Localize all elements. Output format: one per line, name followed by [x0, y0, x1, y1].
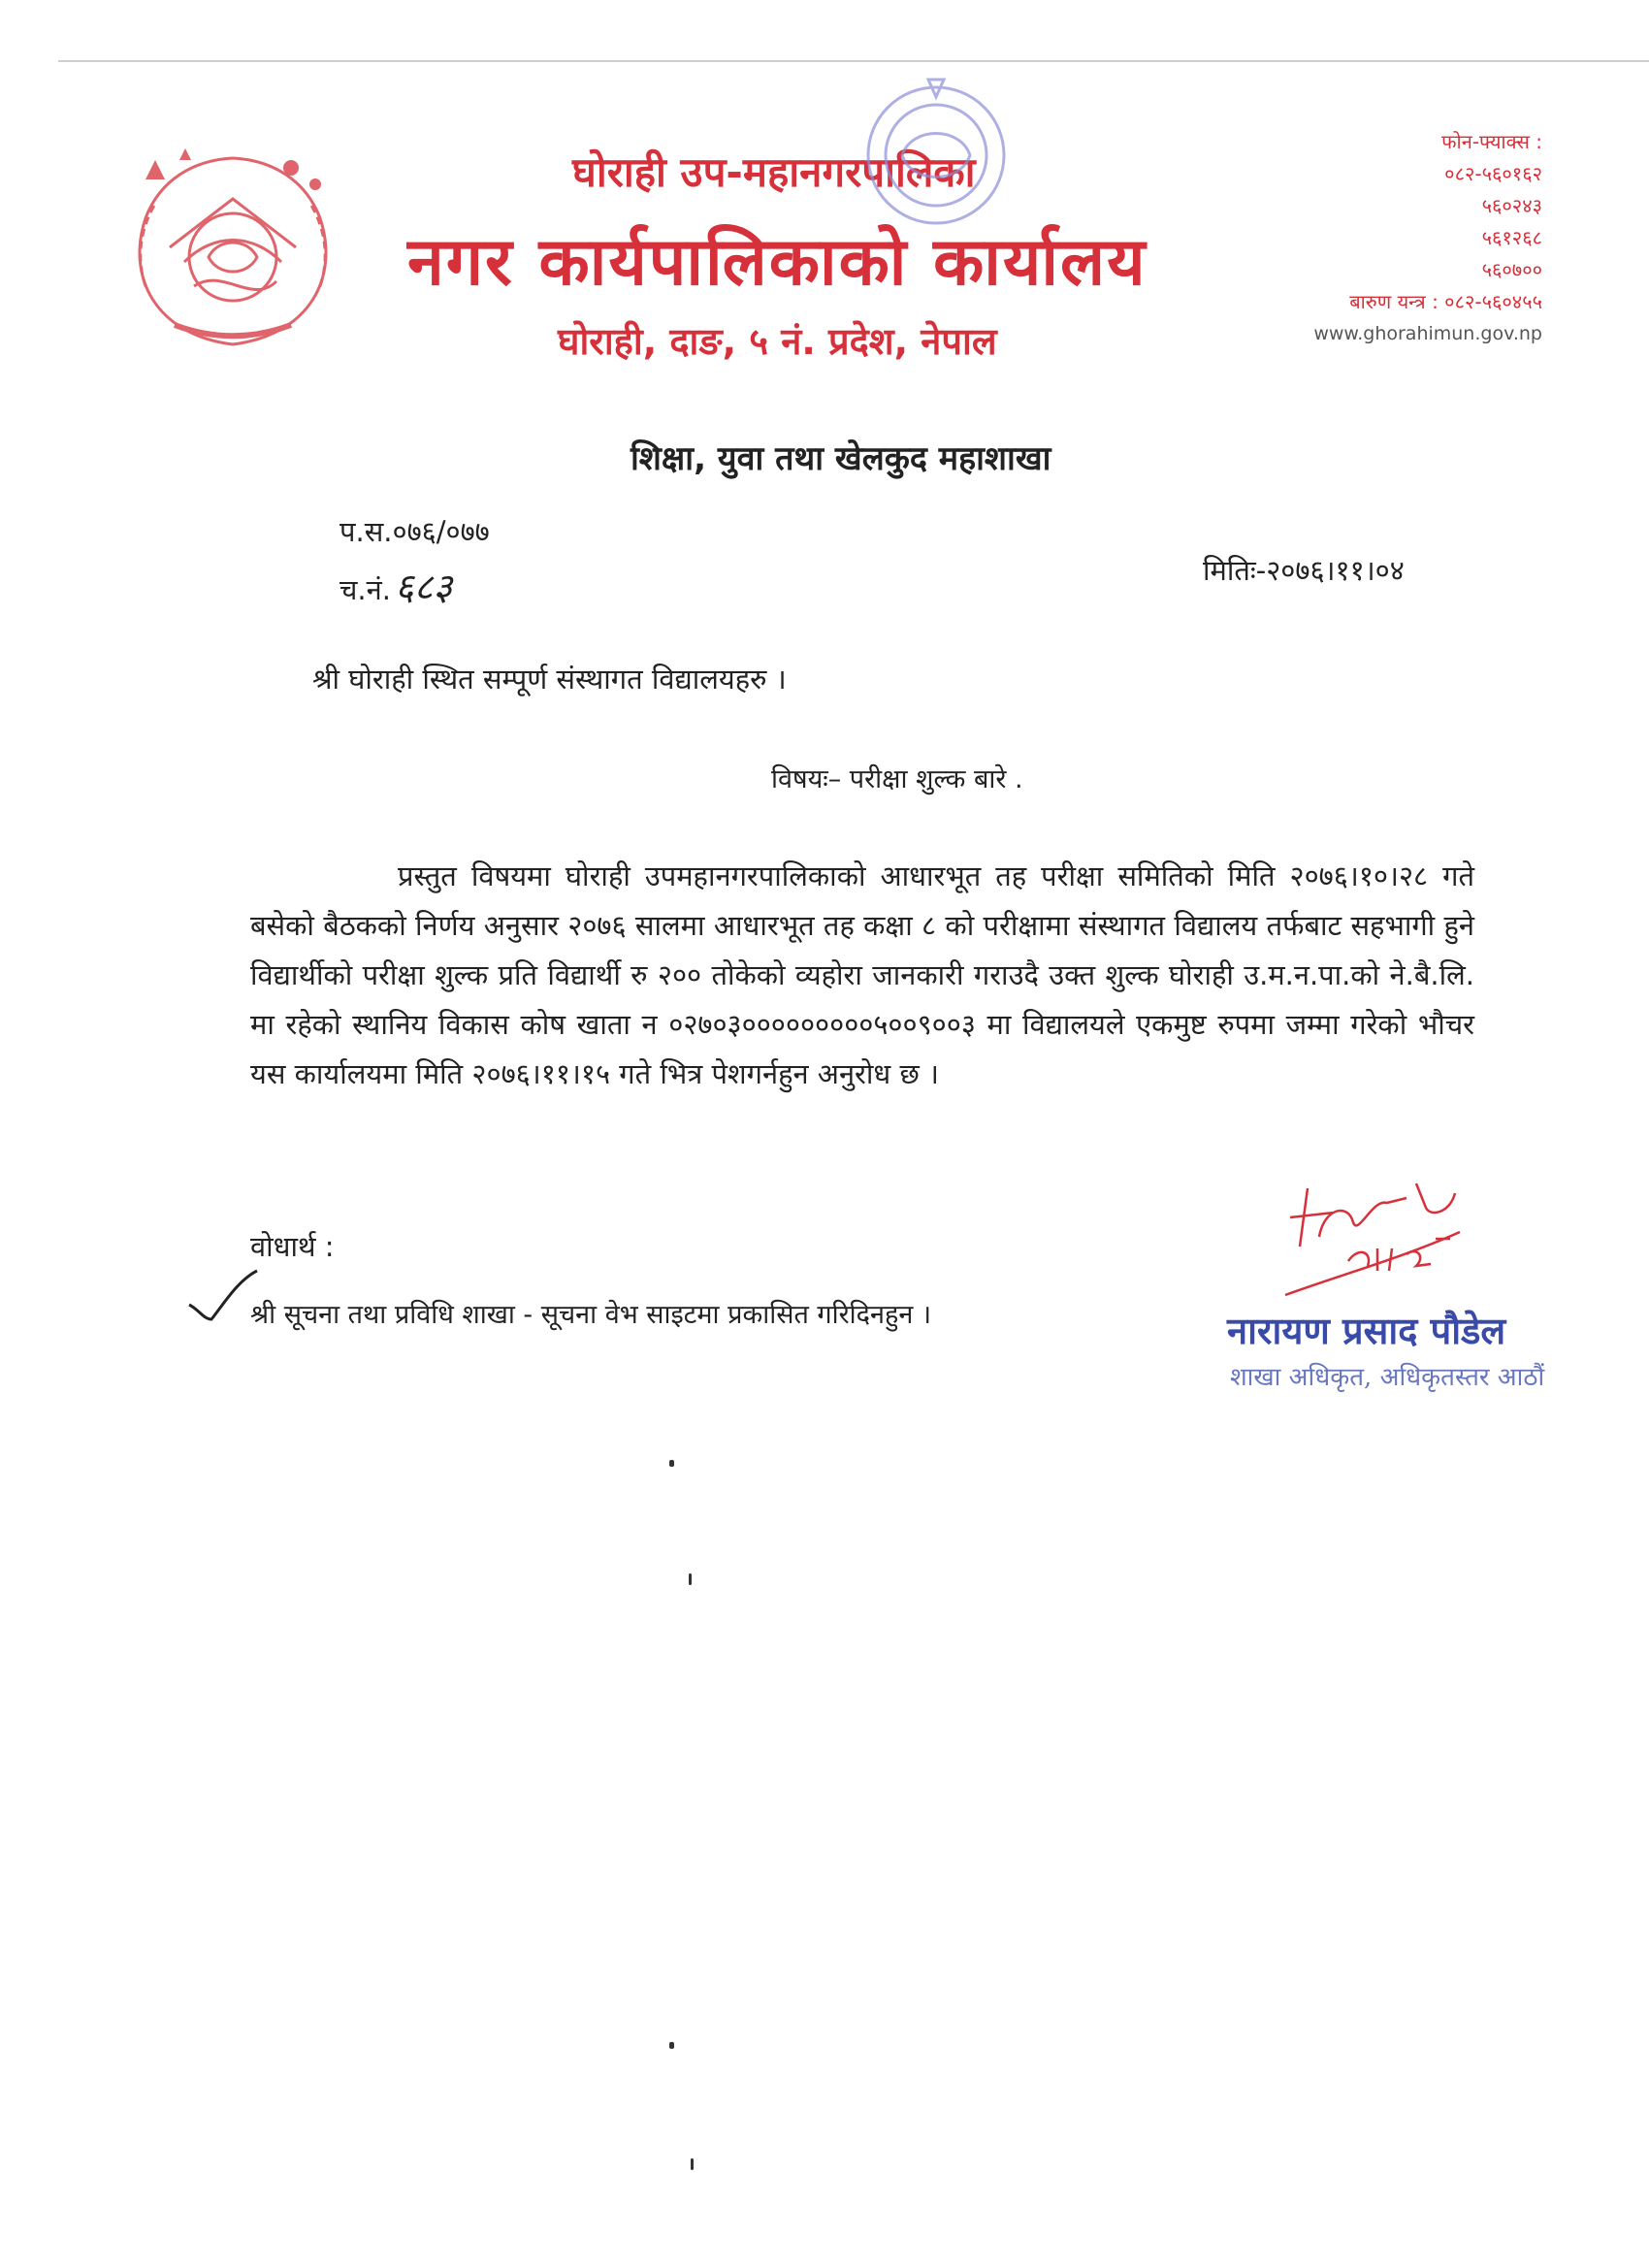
- signatory-name: नारायण प्रसाद पौडेल: [1227, 1309, 1506, 1352]
- municipality-name: घोराही उप-महानगरपालिका: [572, 148, 976, 196]
- office-seal-stamp: [854, 68, 1018, 238]
- office-address: घोराही, दाङ, ५ नं. प्रदेश, नेपाल: [558, 320, 997, 363]
- scan-speck: [669, 1460, 674, 1467]
- phone-number: ५६१२६८: [1481, 226, 1542, 249]
- office-name: नगर कार्यपालिकाको कार्यालय: [407, 224, 1148, 301]
- fire-brigade-number: बारुण यन्त्र : ०८२-५६०४५५: [1349, 290, 1542, 313]
- nepal-emblem-icon: [116, 141, 349, 359]
- letter-body: [250, 852, 1474, 1099]
- scan-speck: [689, 1573, 692, 1585]
- subject-line: विषयः– परीक्षा शुल्क बारे .: [771, 764, 1023, 794]
- cc-label: वोधार्थ :: [250, 1230, 335, 1263]
- website-link[interactable]: www.ghorahimun.gov.np: [1313, 323, 1542, 344]
- phone-number: ५६०७००: [1481, 258, 1542, 281]
- scan-speck: [669, 2042, 674, 2049]
- scan-speck: [691, 2158, 694, 2170]
- signatory-title: शाखा अधिकृत, अधिकृतस्तर आठौं: [1230, 1363, 1545, 1392]
- fiscal-year: प.स.०७६/०७७: [340, 515, 490, 548]
- contact-block: [1313, 126, 1542, 350]
- body-paragraph: प्रस्तुत विषयमा घोराही उपमहानगरपालिकाको आधारभूत तह परीक्षा समितिको मिति २०७६।१०।२८ गते बसेको बैठकको निर्णय अनुसार २०७६ सालमा आधारभूत तह कक्षा ८ को परीक्षामा संस्थागत विद्यालय तर्फबाट सहभागी हुने विद्यार्थीको परीक्षा शुल्क प्रति विद्यार्थी रु २०० तोकेको व्यहोरा जानकारी गराउदै उक्त शुल्क घोराही उ.म.न.पा.को ने.बै.लि. मा रहेको स्थानिय विकास कोष खाता न ०२७०३०००००००००५००९००३ मा विद्यालयले एकमुष्ट रुपमा जम्मा गरेको भौचर यस कार्यालयमा मिति २०७६।११।१५ गते भित्र पेशगर्नहुन अनुरोध छ ।: [250, 859, 1474, 1090]
- phone-number: ५६०२४३: [1481, 194, 1542, 217]
- letter-date: मितिः-२०७६।११।०४: [1203, 554, 1405, 587]
- dispatch-number: [340, 561, 452, 611]
- dispatch-label: च.नं.: [340, 573, 391, 606]
- phone-label: फोन-फ्याक्स :: [1441, 130, 1542, 153]
- page-top-rule: [58, 60, 1649, 62]
- handwritten-signature: [1280, 1179, 1465, 1310]
- cc-recipient: श्री सूचना तथा प्रविधि शाखा - सूचना वेभ साइटमा प्रकासित गरिदिनहुन ।: [250, 1300, 932, 1330]
- phone-number: ०८२-५६०१६२: [1444, 162, 1542, 185]
- recipient-line: श्री घोराही स्थित सम्पूर्ण संस्थागत विद्यालयहरु ।: [312, 663, 787, 696]
- section-heading: शिक्षा, युवा तथा खेलकुद महाशाखा: [630, 439, 1051, 478]
- dispatch-number-value: ६८३: [394, 566, 453, 608]
